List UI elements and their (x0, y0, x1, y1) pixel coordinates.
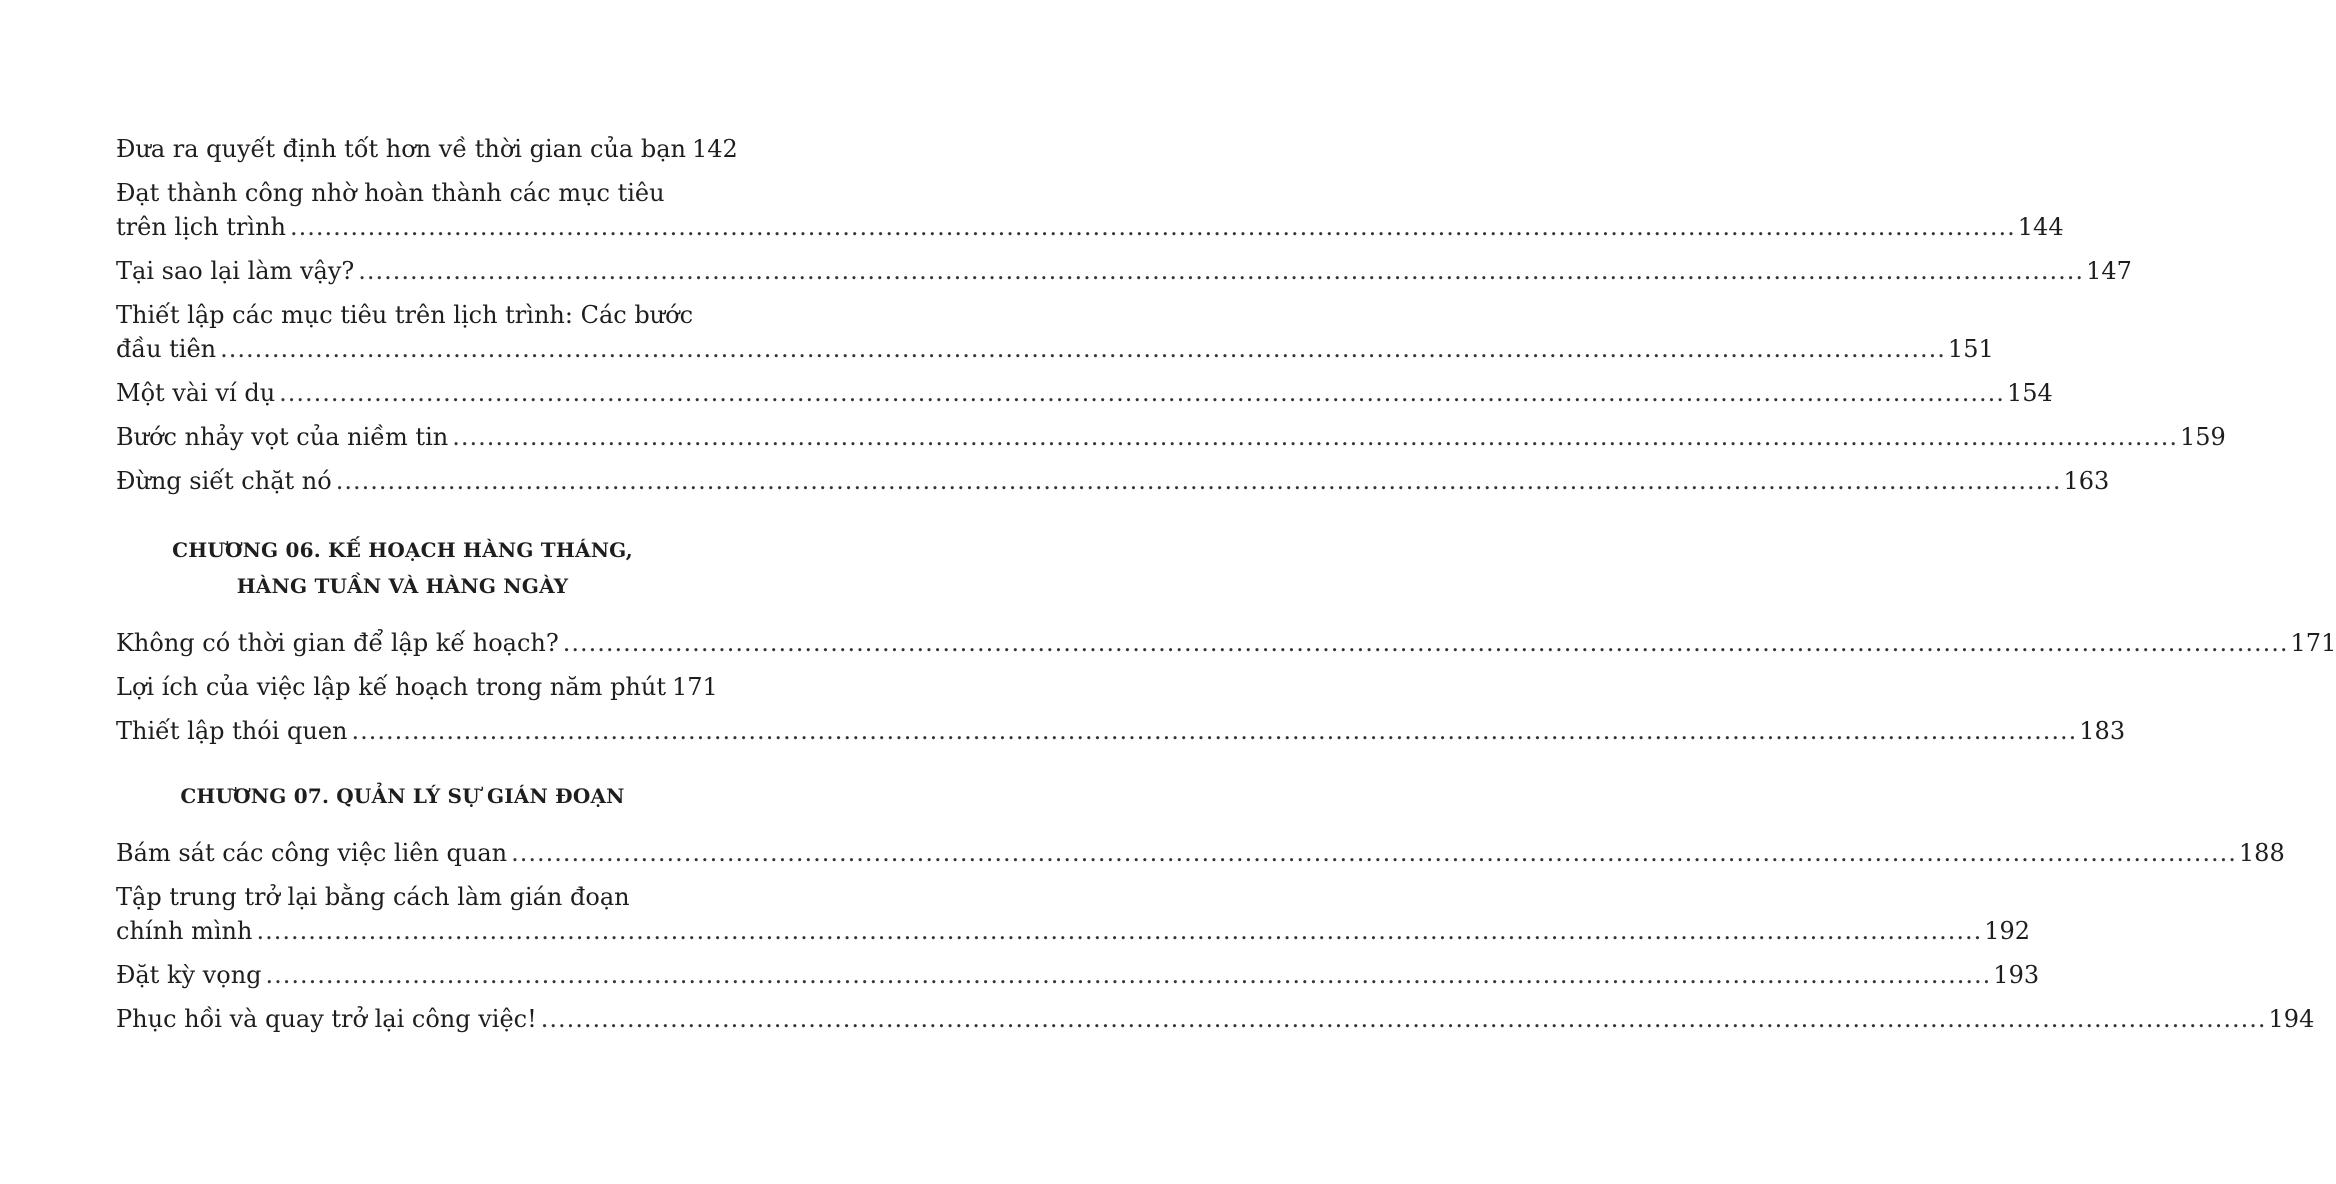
toc-entry (116, 376, 2053, 410)
page-number: 193 (1993, 961, 2040, 989)
dot-leader: ........................................................................................................................................................................................................ (279, 379, 2005, 407)
toc-entry (116, 1002, 2315, 1036)
entry-title: Phục hồi và quay trở lại công việc! (116, 1005, 537, 1033)
chapter-heading-line: CHƯƠNG 06. KẾ HOẠCH HÀNG THÁNG, (172, 538, 633, 562)
entry-title: Đưa ra quyết định tốt hơn về thời gian của bạn (116, 135, 686, 163)
dot-leader: ........................................................................................................................................................................................................ (562, 629, 2289, 657)
toc-entry (116, 420, 2226, 454)
table-of-contents (116, 132, 2336, 1046)
dot-leader: ........................................................................................................................................................................................................ (220, 335, 1946, 363)
entry-title-line: Tập trung trở lại bằng cách làm gián đoạn (116, 883, 630, 911)
entry-title-line: đầu tiên (116, 335, 217, 363)
toc-entry (116, 670, 718, 704)
page-number: 194 (2268, 1005, 2315, 1033)
entry-title-line: Đạt thành công nhờ hoàn thành các mục tiêu (116, 179, 665, 207)
section-1 (116, 132, 2226, 498)
page-number: 147 (2086, 257, 2132, 285)
section-chapter-06 (116, 532, 2336, 748)
chapter-heading (116, 532, 689, 604)
toc-entry (116, 626, 2336, 660)
page-number: 171 (2290, 629, 2336, 657)
entry-title: Tại sao lại làm vậy? (116, 257, 355, 285)
page-number: 163 (2063, 467, 2110, 495)
dot-leader: ........................................................................................................................................................................................................ (265, 961, 1992, 989)
section-chapter-07 (116, 778, 2315, 1036)
dot-leader: ........................................................................................................................................................................................................ (351, 717, 2078, 745)
toc-entry (116, 880, 2031, 948)
page-number: 154 (2006, 379, 2053, 407)
dot-leader: ........................................................................................................................................................................................................ (335, 467, 2062, 495)
page-number: 151 (1947, 335, 1994, 363)
dot-leader: ........................................................................................................................................................................................................ (290, 213, 2016, 241)
page-number: 188 (2238, 839, 2285, 867)
entry-title: Không có thời gian để lập kế hoạch? (116, 629, 559, 657)
page-number: 159 (2179, 423, 2226, 451)
toc-entry (116, 132, 738, 166)
toc-entry (116, 714, 2126, 748)
dot-leader: ........................................................................................................................................................................................................ (511, 839, 2237, 867)
toc-entry (116, 176, 2064, 244)
toc-entry (116, 958, 2040, 992)
page-number: 183 (2079, 717, 2126, 745)
dot-leader: ........................................................................................................................................................................................................ (256, 917, 1983, 945)
entry-title: Bám sát các công việc liên quan (116, 839, 508, 867)
page-number: 192 (1984, 917, 2031, 945)
entry-title: Đặt kỳ vọng (116, 961, 262, 989)
entry-title: Thiết lập thói quen (116, 717, 348, 745)
dot-leader: ........................................................................................................................................................................................................ (452, 423, 2178, 451)
toc-entry (116, 836, 2285, 870)
entry-title-line: chính mình (116, 917, 253, 945)
entry-title: Đừng siết chặt nó (116, 467, 332, 495)
entry-title: Bước nhảy vọt của niềm tin (116, 423, 449, 451)
chapter-heading-line: CHƯƠNG 07. QUẢN LÝ SỰ GIÁN ĐOẠN (180, 784, 625, 808)
toc-entry (116, 254, 2132, 288)
toc-entry (116, 464, 2110, 498)
page-number: 144 (2017, 213, 2064, 241)
entry-title: Một vài ví dụ (116, 379, 276, 407)
chapter-heading (116, 778, 689, 814)
dot-leader: ........................................................................................................................................................................................................ (540, 1005, 2267, 1033)
entry-title: Lợi ích của việc lập kế hoạch trong năm phút (116, 673, 666, 701)
page-number: 142 (691, 135, 738, 163)
toc-entry (116, 298, 1994, 366)
page-number: 171 (671, 673, 718, 701)
entry-title-line: Thiết lập các mục tiêu trên lịch trình: Các bước (116, 301, 694, 329)
dot-leader: ........................................................................................................................................................................................................ (358, 257, 2085, 285)
chapter-heading-line: HÀNG TUẦN VÀ HÀNG NGÀY (236, 574, 569, 598)
entry-title-line: trên lịch trình (116, 213, 286, 241)
